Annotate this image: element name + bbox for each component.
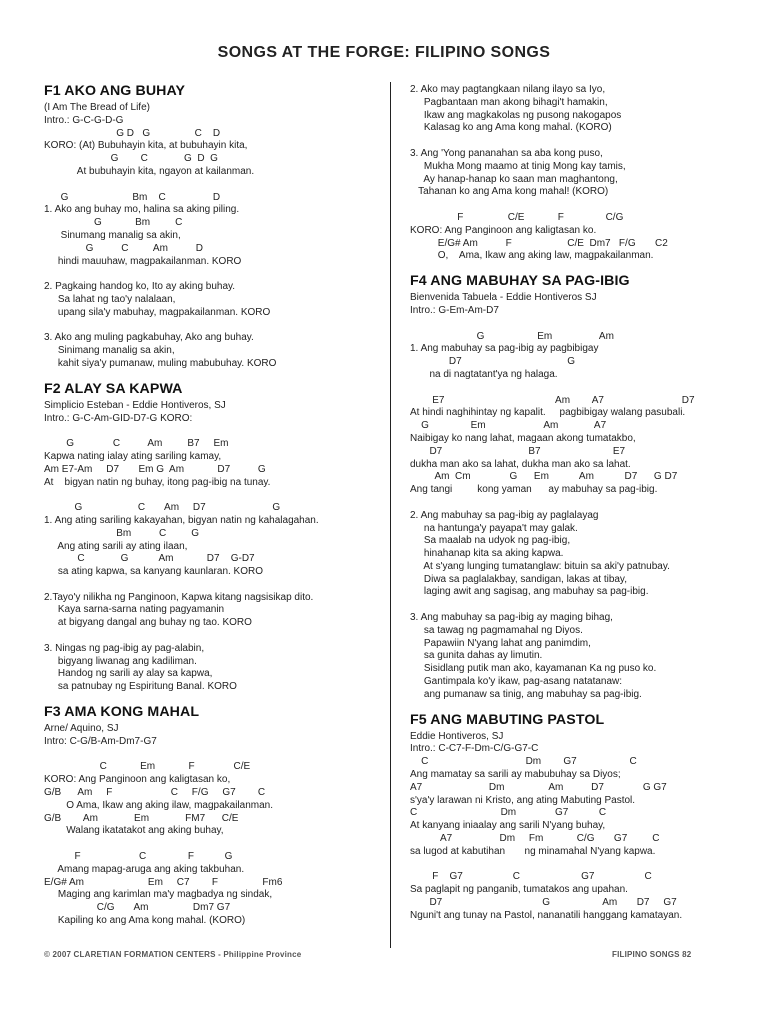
song-meta-f3	[44, 723, 380, 749]
lyric-line: D7 G Am D7 G7	[410, 897, 677, 909]
lyric-line: Walang ikatatakot ang aking buhay,	[44, 825, 224, 837]
lyric-line: Papawiin N'yang lahat ang panimdim,	[410, 637, 591, 649]
blank-line	[410, 135, 740, 148]
lyric-line: Tahanan ko ang Ama kong mahal! (KORO)	[410, 186, 609, 198]
lyric-line: At bigyan natin ng buhay, itong pag-ibig na tunay.	[44, 476, 271, 488]
lyric-line: sa gunita dahas ay limutin.	[410, 650, 543, 662]
lyric-line: At kanyang iniaalay ang sarili N'yang buhay,	[410, 820, 606, 832]
lyric-line: G C Am B7 Em	[44, 438, 229, 450]
lyric-line: G Bm C D	[44, 191, 221, 203]
song-intro: Intro: C-G/B-Am-Dm7-G7	[44, 735, 157, 747]
lyric-line: Kapwa nating ialay ating sariling kamay,	[44, 450, 222, 462]
lyric-line: Diwa sa paglalakbay, sandigan, lakas at tibay,	[410, 573, 627, 585]
song-meta-f1	[44, 102, 380, 128]
song-subtitle: (I Am The Bread of Life)	[44, 102, 150, 113]
lyric-line: Naibigay ko nang lahat, magaan akong tumatakbo,	[410, 432, 636, 444]
song-title-f3: F3 AMA KONG MAHAL	[44, 704, 200, 721]
lyric-line: G C Am D7 G	[44, 502, 281, 514]
footer-page-number: FILIPINO SONGS 82	[612, 950, 692, 959]
lyric-line: sa patnubay ng Espiritung Banal. KORO	[44, 681, 237, 693]
song-author: Eddie Hontiveros, SJ	[410, 730, 504, 742]
lyric-line: E7 Am A7 D7	[410, 394, 695, 406]
lyric-line: F G7 C G7 C	[410, 871, 652, 883]
lyric-line: Sa maalab na udyok ng pag-ibig,	[410, 535, 571, 547]
blank-line	[410, 318, 740, 331]
lyric-line: na hantunga'y payapa't may galak.	[410, 522, 578, 534]
lyric-line: C Em F C/E	[44, 761, 251, 773]
lyric-line: Nguni't ang tunay na Pastol, nananatili hanggang kamatayan.	[410, 909, 683, 921]
lyric-line: Sinimang manalig sa akin,	[44, 345, 175, 357]
lyric-line: Sa lahat ng tao'y nalalaan,	[44, 293, 176, 305]
blank-line	[44, 489, 380, 502]
lyric-line: O, Ama, Ikaw ang aking law, magpakailanman.	[410, 250, 654, 262]
lyric-line: G Em Am	[410, 330, 614, 342]
lyric-line: C Dm G7 C	[410, 756, 637, 768]
lyric-line: F C/E F C/G	[410, 211, 624, 223]
lyric-line: Sisidlang putik man ako, kayamanan Ka ng puso ko.	[410, 663, 657, 675]
lyric-line: kahit siya'y pumanaw, muling mabubuhay. KORO	[44, 357, 277, 369]
lyric-line: Mukha Mong maamo at tinig Mong kay tamis,	[410, 160, 626, 172]
lyric-line: KORO: Ang Panginoon ang kaligtasan ko.	[410, 224, 597, 236]
lyric-line: At hindi naghihintay ng kapalit. pagbibigay walang pasubali.	[410, 407, 686, 419]
lyric-line: hinahanap kita sa aking kapwa.	[410, 548, 564, 560]
lyric-line: s'ya'y larawan ni Kristo, ang ating Mabuting Pastol.	[410, 794, 636, 806]
lyric-line: sa ating kapwa, sa kanyang kaunlaran. KORO	[44, 566, 264, 578]
lyric-line: A7 Dm Am D7 G G7	[410, 781, 667, 793]
song-title-f1: F1 AKO ANG BUHAY	[44, 83, 186, 99]
lyric-line: C G Am D7 G-D7	[44, 553, 255, 565]
lyric-line: Ang tangi kong yaman ay mabuhay sa pag-ibig.	[410, 484, 658, 496]
lyric-line: 1. Ako ang buhay mo, halina sa aking piling.	[44, 204, 240, 216]
blank-line	[44, 320, 380, 333]
lyric-line: Gantimpala ko'y ikaw, pag-asang natatanaw:	[410, 676, 623, 688]
lyric-line: G C G D G	[44, 153, 218, 165]
lyric-line: 2. Ako may pagtangkaan nilang ilayo sa Iyo,	[410, 84, 606, 95]
lyrics-f5	[410, 756, 740, 922]
lyric-line: Sa paglapit ng panganib, tumatakos ang upahan.	[410, 884, 628, 896]
lyric-line: Kapiling ko ang Ama kong mahal. (KORO)	[44, 915, 246, 927]
blank-line	[44, 749, 380, 762]
blank-line	[44, 838, 380, 851]
lyric-line: G Bm C	[44, 217, 183, 229]
lyric-line: At s'yang lunging tumatanglaw: bituin sa aki'y patnubay.	[410, 560, 670, 572]
lyric-line: 3. Ang mabuhay sa pag-ibig ay maging bihag,	[410, 612, 613, 624]
blank-line	[410, 497, 740, 510]
lyric-line: Ang ating sarili ay ating ilaan,	[44, 540, 188, 552]
lyric-line: 1. Ang mabuhay sa pag-ibig ay pagbibigay	[410, 343, 599, 355]
lyric-line: at bigyang dangal ang buhay ng tao. KORO	[44, 617, 252, 629]
lyric-line: At bubuhayin kita, ngayon at kailanman.	[44, 165, 255, 177]
lyric-line: KORO: Ang Panginoon ang kaligtasan ko,	[44, 774, 231, 786]
song-intro: Intro.: C-C7-F-Dm-C/G-G7-C	[410, 743, 539, 755]
lyric-line: Kaya sarna-sarna nating pagyamanin	[44, 604, 225, 616]
lyric-line: G C Am D	[44, 242, 203, 254]
song-meta-f2	[44, 400, 380, 426]
lyric-line: upang sila'y mabuhay, magpakailanman. KORO	[44, 306, 271, 318]
lyric-line: Ang mamatay sa sarili ay mabubuhay sa Diyos;	[410, 769, 621, 781]
left-column	[44, 80, 380, 928]
blank-line	[410, 382, 740, 395]
blank-line	[44, 425, 380, 438]
lyric-line: Am Cm G Em Am D7 G D7	[410, 471, 678, 483]
lyric-line: Pagbantaan man akong bihagi't hamakin,	[410, 96, 608, 108]
lyrics-f3	[44, 749, 380, 928]
lyric-line: Ay hanap-hanap ko saan man maghantong,	[410, 173, 618, 185]
lyric-line: F C F G	[44, 851, 233, 863]
lyric-line: KORO: (At) Bubuhayin kita, at bubuhayin kita,	[44, 140, 248, 152]
lyric-line: Amang mapag-aruga ang aking takbuhan.	[44, 863, 245, 875]
lyric-line: sa lugod at kabutihan ng minamahal N'yang kapwa.	[410, 845, 656, 857]
column-divider	[390, 82, 391, 948]
song-title-f2: F2 ALAY SA KAPWA	[44, 380, 183, 397]
lyric-line: Maging ang karimlan ma'y magbadya ng sindak,	[44, 889, 273, 901]
lyric-line: 2. Pagkaing handog ko, Ito ay aking buhay.	[44, 281, 236, 293]
lyric-line: Ikaw ang magkakolas ng pusong nakogapos	[410, 109, 622, 121]
lyric-line: dukha man ako sa lahat, dukha man ako sa lahat.	[410, 458, 631, 470]
lyric-line: laging awit ang sagisag, ang mabuhay sa pag-ibig.	[410, 586, 649, 598]
lyric-line: E/G# Am F C/E Dm7 F/G C2	[410, 237, 668, 249]
lyric-line: Kalasag ko ang Ama kong mahal. (KORO)	[410, 122, 612, 134]
lyric-line: C Dm G7 C	[410, 807, 607, 819]
lyric-line: 3. Ako ang muling pagkabuhay, Ako ang buhay.	[44, 332, 254, 344]
lyrics-f1	[44, 128, 380, 371]
lyric-line: na di nagtatant'ya ng halaga.	[410, 368, 558, 380]
lyric-line: G Em Am A7	[410, 420, 607, 432]
lyric-line: C/G Am Dm7 G7	[44, 902, 231, 914]
song-intro: Intro.: G-C-Am-GID-D7-G KORO:	[44, 412, 193, 424]
lyric-line: D7 G	[410, 356, 576, 368]
lyric-line: 2.Tayo'y nilikha ng Panginoon, Kapwa kitang nagsisikap dito.	[44, 591, 314, 603]
lyric-line: Am E7-Am D7 Em G Am D7 G	[44, 463, 266, 475]
lyric-line: G/B Am Em FM7 C/E	[44, 812, 239, 824]
song-intro: Intro.: G-Em-Am-D7	[410, 304, 499, 316]
lyric-line: ang pumanaw sa tinig, ang mabuhay sa pag-ibig.	[410, 688, 642, 700]
lyric-line: G/B Am F C F/G G7 C	[44, 787, 266, 799]
blank-line	[44, 630, 380, 643]
footer-copyright: © 2007 CLARETIAN FORMATION CENTERS - Philippine Province	[44, 950, 302, 959]
lyric-line: O Ama, Ikaw ang aking ilaw, magpakailanman.	[44, 799, 274, 811]
lyric-line: A7 Dm Fm C/G G7 C	[410, 833, 660, 845]
blank-line	[44, 579, 380, 592]
song-meta-f4	[410, 292, 740, 318]
blank-line	[410, 859, 740, 872]
song-author: Bienvenida Tabuela - Eddie Hontiveros SJ	[410, 292, 597, 304]
song-intro: Intro.: G-C-G-D-G	[44, 114, 124, 126]
lyric-line: hindi mauuhaw, magpakailanman. KORO	[44, 255, 242, 267]
song-title-f5: F5 ANG MABUTING PASTOL	[410, 711, 605, 728]
song-author: Arne/ Aquino, SJ	[44, 723, 119, 735]
lyric-line: 3. Ang 'Yong pananahan sa aba kong puso,	[410, 147, 603, 159]
lyrics-f4	[410, 318, 740, 702]
lyric-line: D7 B7 E7	[410, 445, 626, 457]
lyric-line: 1. Ang ating sariling kakayahan, bigyan natin ng kahalagahan.	[44, 514, 319, 526]
page-title: SONGS AT THE FORGE: FILIPINO SONGS	[217, 44, 551, 61]
lyric-line: bigyang liwanag ang kadiliman.	[44, 655, 197, 667]
lyrics-f3-continued	[410, 84, 740, 263]
blank-line	[410, 199, 740, 212]
lyrics-f2	[44, 425, 380, 694]
lyric-line: 3. Ningas ng pag-ibig ay pag-alabin,	[44, 642, 205, 654]
blank-line	[44, 268, 380, 281]
song-meta-f5	[410, 731, 740, 757]
lyric-line: E/G# Am Em C7 F Fm6	[44, 876, 283, 888]
lyric-line: G D G C D	[44, 127, 221, 139]
lyric-line: Handog ng sarili ay alay sa kapwa,	[44, 668, 213, 680]
song-title-f4: F4 ANG MABUHAY SA PAG-IBIG	[410, 273, 630, 290]
lyric-line: sa tawag ng pagmamahal ng Diyos.	[410, 624, 583, 636]
song-author: Simplicio Esteban - Eddie Hontiveros, SJ	[44, 399, 226, 411]
lyric-line: Sinumang manalig sa akin,	[44, 229, 181, 241]
lyric-line: 2. Ang mabuhay sa pag-ibig ay paglalayag	[410, 509, 599, 521]
lyric-line: Bm C G	[44, 527, 200, 539]
blank-line	[44, 179, 380, 192]
blank-line	[410, 599, 740, 612]
right-column	[410, 80, 740, 923]
